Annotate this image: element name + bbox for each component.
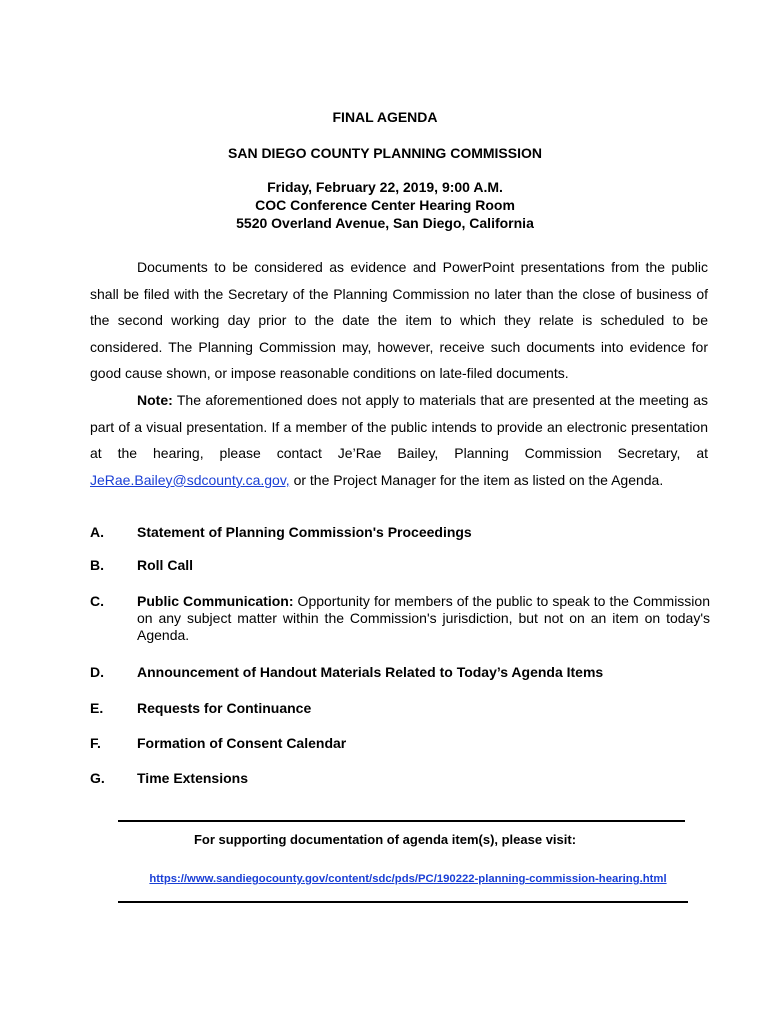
commission-name: SAN DIEGO COUNTY PLANNING COMMISSION: [228, 145, 542, 161]
agenda-item-letter: A.: [90, 524, 104, 540]
agenda-item-label: Public Communication:: [137, 593, 294, 609]
agenda-item-label: Roll Call: [137, 557, 194, 573]
support-url-link[interactable]: https://www.sandiegocounty.gov/content/sdc/pds/PC/190222-planning-commission-hearing.html: [149, 873, 667, 885]
agenda-item-label: Announcement of Handout Materials Related to Today’s Agenda Items: [137, 664, 604, 680]
agenda-item-letter: C.: [90, 593, 104, 609]
agenda-item-letter: B.: [90, 557, 104, 573]
agenda-item-letter: F.: [90, 735, 101, 751]
agenda-item-a: [90, 524, 710, 541]
agenda-item-letter: E.: [90, 700, 104, 716]
agenda-item-description: Opportunity for members of the public to speak to the Commission on any subject matter within the Commission's jurisdiction, but not on an item on today's Agenda.: [137, 593, 710, 643]
note-paragraph: [90, 387, 708, 493]
agenda-item-letter: G.: [90, 770, 105, 786]
email-link[interactable]: JeRae.Bailey@sdcounty.ca.gov,: [90, 471, 290, 488]
agenda-item-label: Requests for Continuance: [137, 700, 312, 716]
agenda-item-label: Statement of Planning Commission's Proceedings: [137, 524, 472, 540]
agenda-title: FINAL AGENDA: [332, 109, 438, 125]
note-tail: or the Project Manager for the item as listed on the Agenda.: [289, 471, 664, 488]
agenda-item-f: [90, 735, 710, 752]
divider-bottom: [118, 901, 688, 903]
agenda-item-letter: D.: [90, 664, 104, 680]
meeting-date: Friday, February 22, 2019, 9:00 A.M.: [267, 179, 503, 195]
agenda-item-c: [90, 593, 710, 644]
note-text: The aforementioned does not apply to materials that are presented at the meeting as part of a visual presentation. If a member of the public intends to provide an electronic presentation at the hearing, please contact Je’Rae Bailey, Planning Commission Secretary, at: [90, 392, 708, 462]
agenda-item-e: [90, 700, 710, 717]
agenda-item-label: Time Extensions: [137, 770, 249, 786]
agenda-item-label: Formation of Consent Calendar: [137, 735, 347, 751]
meeting-address: 5520 Overland Avenue, San Diego, California: [236, 215, 534, 231]
agenda-item-d: [90, 664, 710, 681]
agenda-item-g: [90, 770, 710, 787]
meeting-room: COC Conference Center Hearing Room: [255, 197, 515, 213]
agenda-item-b: [90, 557, 710, 574]
note-label: Note:: [137, 392, 173, 408]
divider-top: [118, 820, 685, 822]
support-text: For supporting documentation of agenda item(s), please visit:: [193, 832, 577, 847]
intro-paragraph: Documents to be considered as evidence and PowerPoint presentations from the public shall be filed with the Secretary of the Planning Commission no later than the close of business of the second working day prior to the date the item to which they relate is scheduled to be considered. The Planning Commission may, however, receive such documents into evidence for good cause shown, or impose reasonable conditions on late-filed documents.: [90, 259, 708, 382]
